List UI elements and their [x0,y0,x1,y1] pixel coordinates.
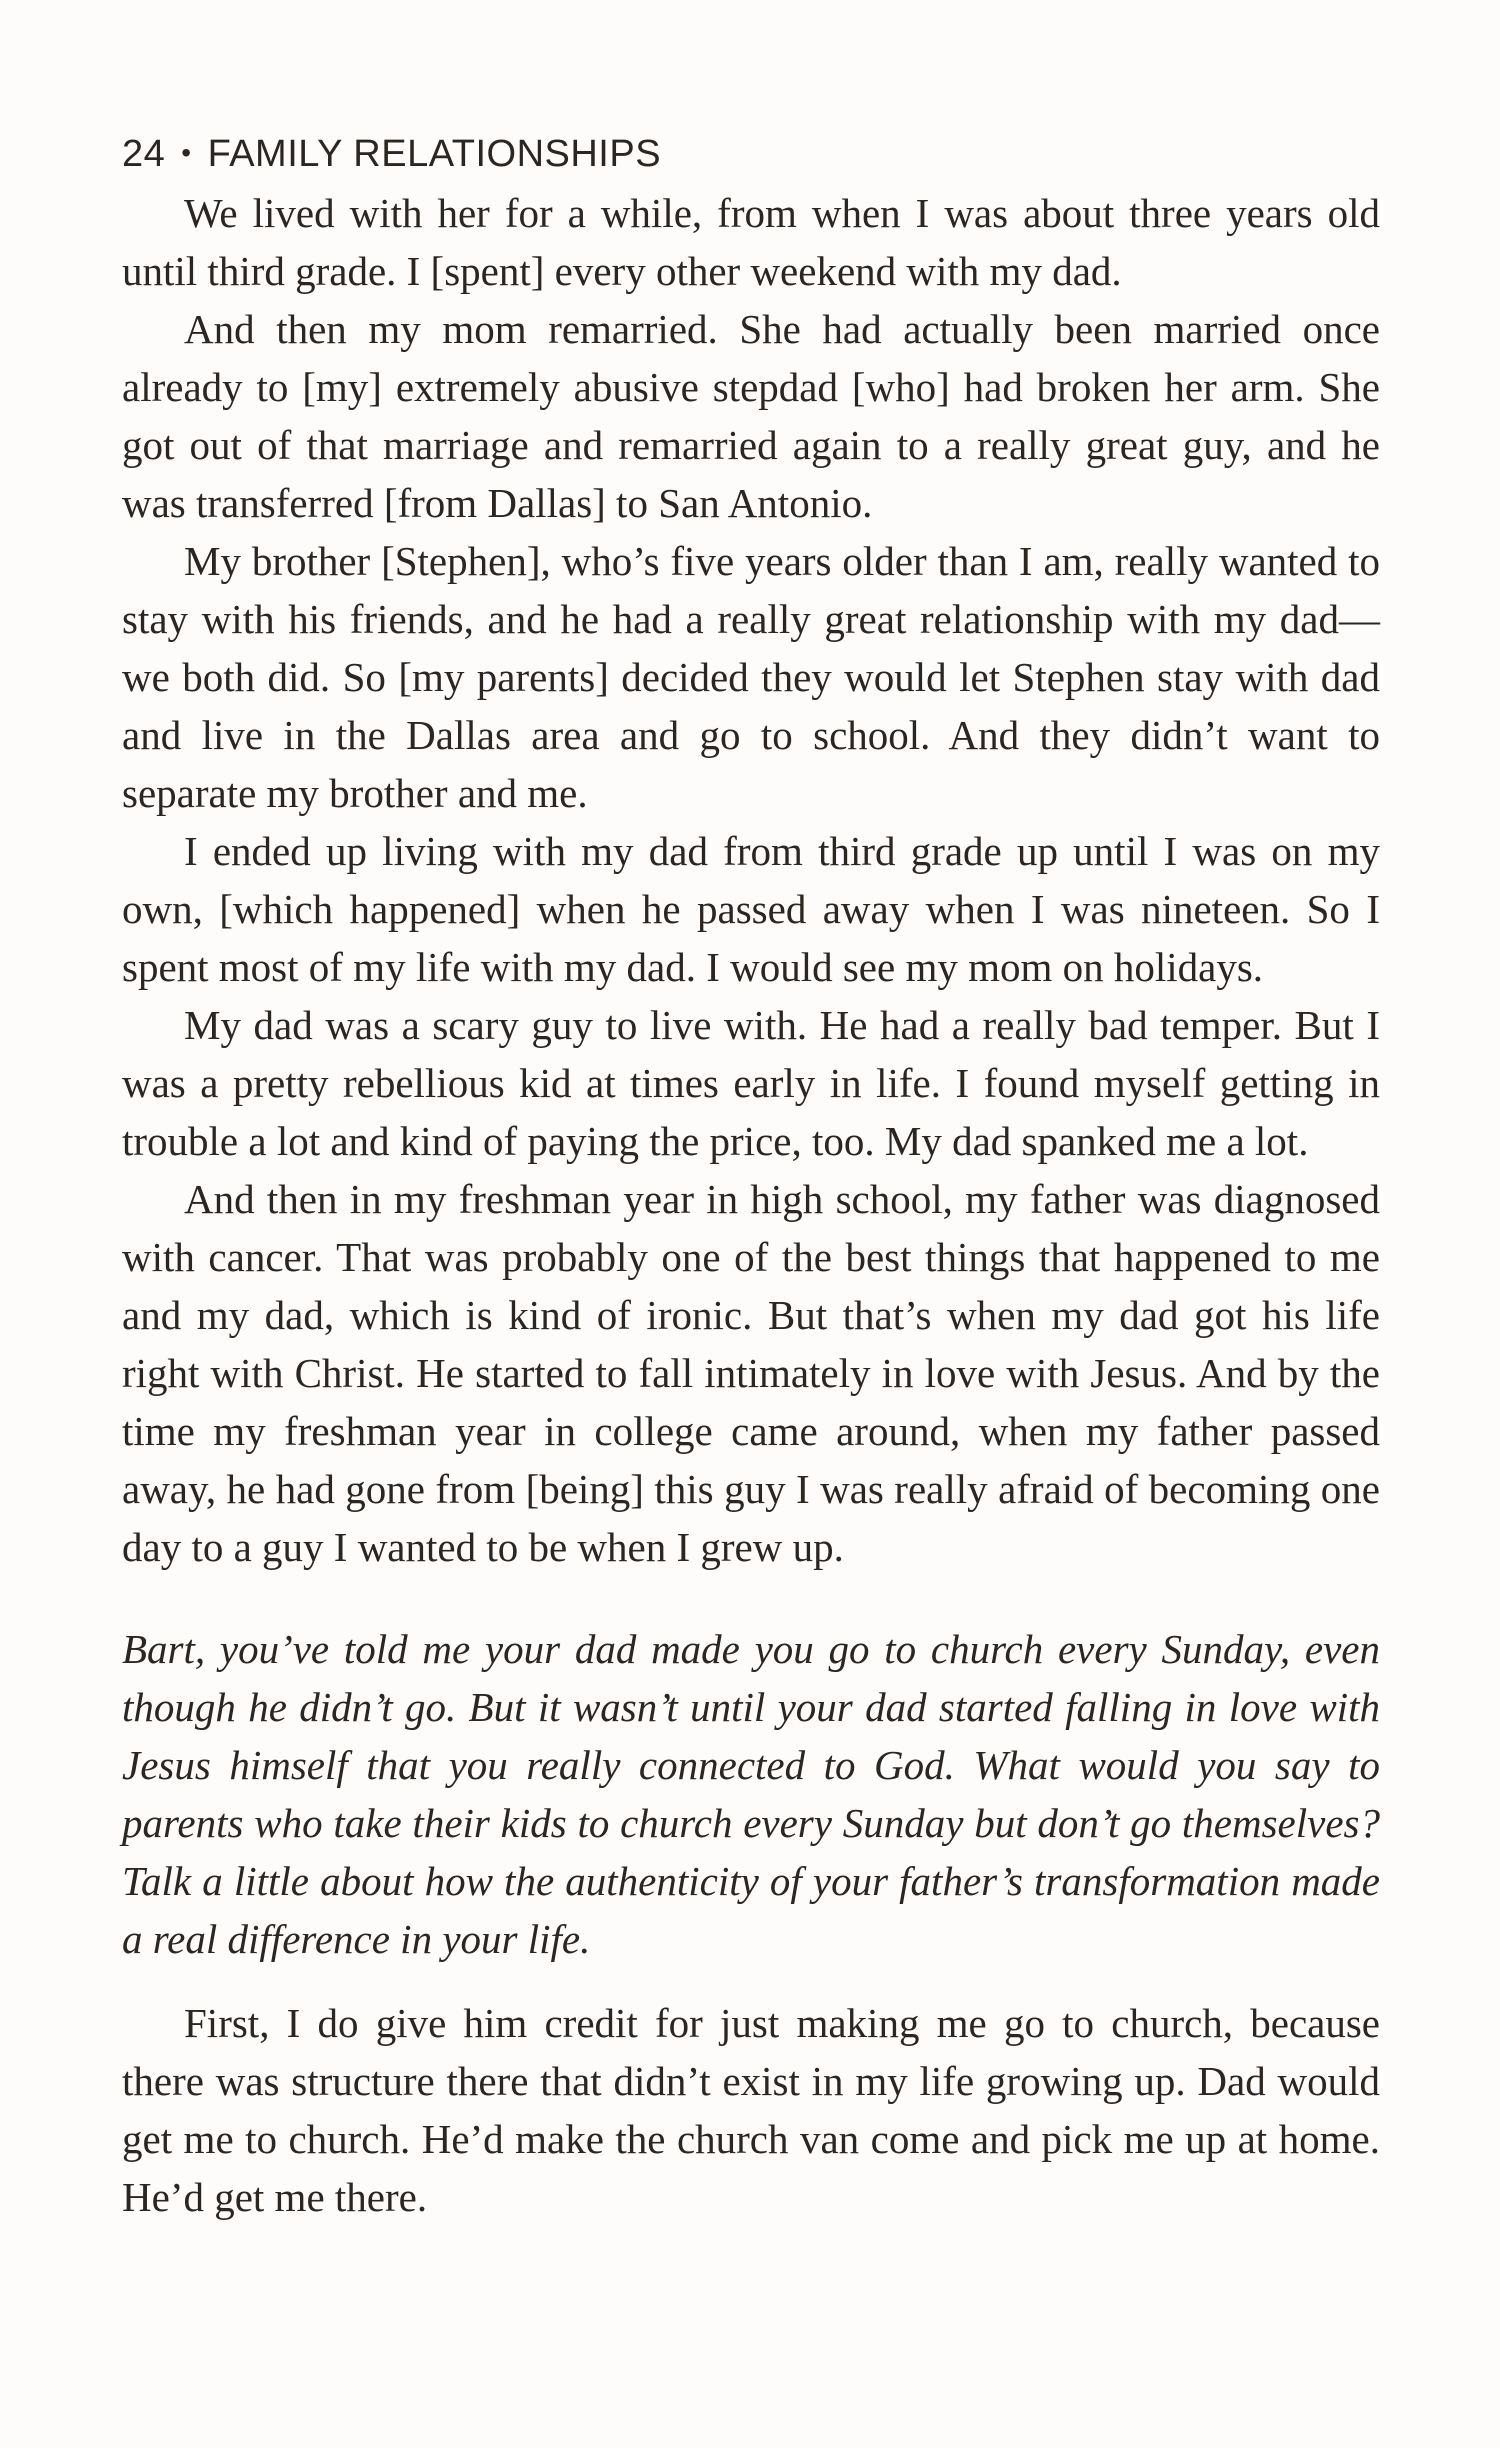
paragraph: My dad was a scary guy to live with. He had a really bad temper. But I was a pretty rebellious kid at times early in life. I found myself getting in trouble a lot and kind of paying the price, too. My dad spanked me a lot. [122,1002,1380,1164]
page-number: 24 [122,133,166,175]
answer-block [122,1994,1380,2226]
paragraph: And then in my freshman year in high school, my father was diagnosed with cancer. That was probably one of the best things that happened to me and my dad, which is kind of ironic. But that’s when my dad got his life right with Christ. He started to fall intimately in love with Jesus. And by the time my freshman year in college came around, when my father passed away, he had gone from [being] this guy I was really afraid of becoming one day to a guy I wanted to be when I grew up. [122,1176,1380,1570]
paragraph: I ended up living with my dad from third grade up until I was on my own, [which happened] when he passed away when I was nineteen. So I spent most of my life with my dad. I would see my mom on holidays. [122,828,1380,990]
answer-paragraph: First, I do give him credit for just making me go to church, because there was structure there that didn’t exist in my life growing up. Dad would get me to church. He’d make the church van come and pick me up at home. He’d get me there. [122,2000,1380,2220]
paragraph: My brother [Stephen], who’s five years older than I am, really wanted to stay with his friends, and he had a really great relationship with my dad—we both did. So [my parents] decided they would let Stephen stay with dad and live in the Dallas area and go to school. And they didn’t want to separate my brother and me. [122,538,1380,816]
paragraph: And then my mom remarried. She had actually been married once already to [my] extremely abusive stepdad [who] had broken her arm. She got out of that marriage and remarried again to a really great guy, and he was transferred [from Dallas] to San Antonio. [122,306,1380,526]
paragraph: We lived with her for a while, from when I was about three years old until third grade. I [spent] every other weekend with my dad. [122,190,1380,294]
interview-answer-block [122,184,1380,1576]
book-page [122,132,1380,2226]
running-head [122,132,1380,176]
running-title: FAMILY RELATIONSHIPS [207,133,662,175]
separator-bullet: • [181,137,192,168]
interview-question: Bart, you’ve told me your dad made you go to church every Sunday, even though he didn’t go. But it wasn’t until your dad started falling in love with Jesus himself that you really connected to God. What would you say to parents who take their kids to church every Sunday but don’t go themselves? Talk a little about how the authenticity of your father’s transformation made a real difference in your life. [122,1626,1380,1962]
